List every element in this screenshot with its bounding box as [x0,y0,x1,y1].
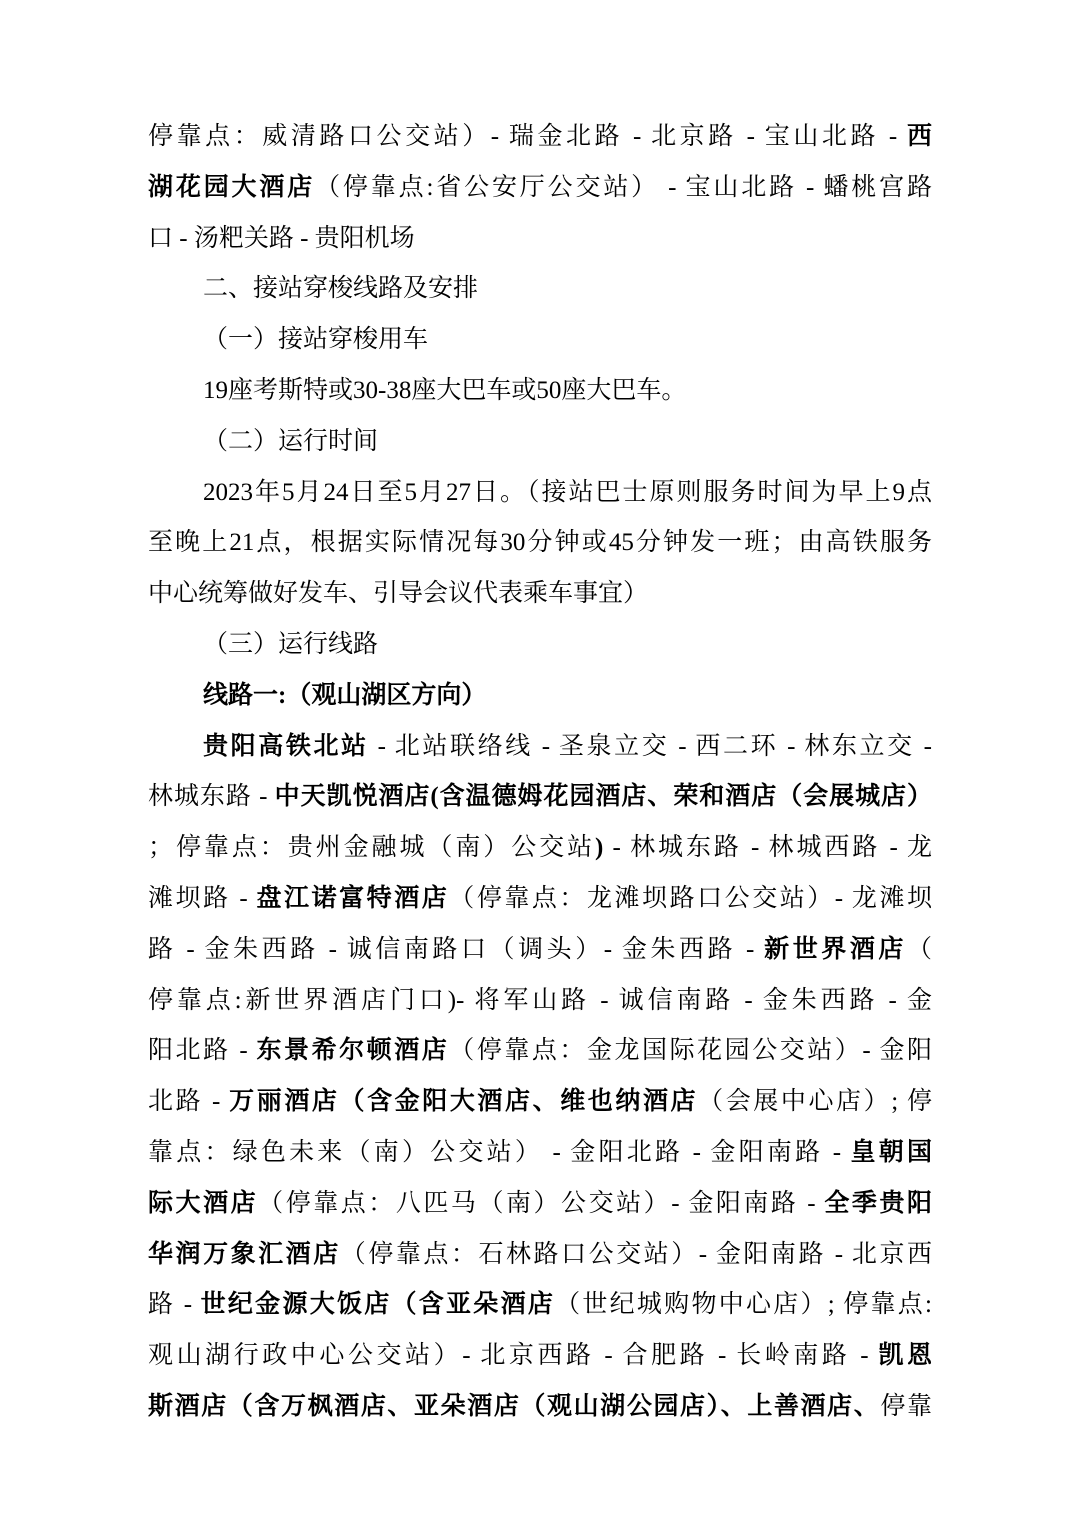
text-segment: 北路 - [148,1088,230,1116]
text-segment: （停靠点：金龙国际花园公交站）- 金阳 [449,1037,932,1065]
text-segment: （停靠点：石林路口公交站）- 金阳南路 - 北京西 [340,1240,932,1268]
text-segment: （ [906,935,932,963]
text-segment: 二、接站穿梭线路及安排 [203,275,479,303]
text-segment: 观山湖行政中心公交站）- 北京西路 - 合肥路 - 长岭南路 - [148,1342,879,1370]
text-segment: 阳北路 - [148,1037,257,1065]
bold-text-segment: 贵阳高铁北站 [203,732,369,760]
bold-text-segment: 西 [906,123,932,150]
text-segment: （三）运行线路 [203,630,379,658]
bold-text-segment: ) [595,834,604,862]
text-segment: - 林城东路 - 林城西路 - 龙 [603,834,932,862]
document-line [148,468,932,519]
bold-text-segment: 线路一:（观山湖区方向） [203,681,487,709]
document-line [148,925,932,976]
document-line [148,722,932,773]
text-segment: （会展中心店）; 停 [698,1088,932,1116]
document-line [148,112,932,163]
text-segment: （世纪城购物中心店）; 停靠点: [555,1291,932,1319]
document-line [148,1179,932,1230]
document-line [148,163,932,214]
document-line [148,772,932,823]
document-line [148,620,932,671]
document-line [148,417,932,468]
document-line [148,315,932,366]
text-segment: 停靠 [880,1392,932,1420]
document-line [148,1382,932,1433]
document-line [148,1230,932,1281]
document-line [148,264,932,315]
bold-text-segment: 华润万象汇酒店 [148,1240,341,1268]
document-line [148,518,932,569]
text-segment: 中心统筹做好发车、引导会议代表乘车事宜） [148,580,649,608]
text-segment: 停靠点:新世界酒店门口)- 将军山路 - 诚信南路 - 金朱西路 - 金 [148,986,932,1014]
document-line [148,976,932,1027]
document-line [148,1026,932,1077]
document-line [148,1280,932,1331]
text-segment: 19座考斯特或30-38座大巴车或50座大巴车。 [203,376,687,404]
document-line [148,1077,932,1128]
document-line [148,874,932,925]
text-segment: 至晚上21点，根据实际情况每30分钟或45分钟发一班；由高铁服务 [148,529,932,557]
text-segment: 林城东路 - [148,783,275,811]
text-segment: 路 - 金朱西路 - 诚信南路口（调头）- 金朱西路 - [148,935,765,963]
text-segment: （停靠点:省公安厅公交站） - 宝山北路 - 蟠桃宫路 [315,173,932,201]
text-segment: 2023年5月24日至5月27日。（接站巴士原则服务时间为早上9点 [203,478,932,506]
bold-text-segment: 中天凯悦酒店(含温德姆花园酒店、荣和酒店（会展城店） [274,783,932,811]
text-segment: （停靠点：八匹马（南）公交站）- 金阳南路 - [258,1189,825,1217]
text-segment: 滩坝路 - [148,884,257,912]
bold-text-segment: 皇朝国 [850,1138,932,1166]
document-line [148,671,932,722]
document-line [148,366,932,417]
document-line [148,823,932,874]
document-line [148,1331,932,1382]
bold-text-segment: 斯酒店（含万枫酒店、亚朵酒店（观山湖公园店）、上善酒店、 [148,1392,881,1420]
text-segment: （二）运行时间 [203,427,379,455]
bold-text-segment: 全季贵阳 [824,1189,932,1217]
bold-text-segment: 新世界酒店 [764,935,907,963]
bold-text-segment: 万丽酒店（含金阳大酒店、维也纳酒店 [229,1088,699,1116]
document-line [148,1128,932,1179]
document-line [148,569,932,620]
text-segment: - 北站联络线 - 圣泉立交 - 西二环 - 林东立交 - [368,732,932,760]
text-segment: ；停靠点：贵州金融城（南）公交站 [148,834,596,862]
document-line [148,214,932,265]
bold-text-segment: 际大酒店 [148,1189,259,1217]
text-segment: （停靠点：龙滩坝路口公交站）- 龙滩坝 [449,884,932,912]
bold-text-segment: 世纪金源大饭店（含亚朵酒店 [200,1291,556,1319]
text-segment: 路 - [148,1291,201,1319]
bold-text-segment: 湖花园大酒店 [148,173,316,201]
text-segment: 停靠点：威清路口公交站）- 瑞金北路 - 北京路 - 宝山北路 - [148,123,907,150]
bold-text-segment: 盘江诺富特酒店 [256,884,450,912]
bold-text-segment: 东景希尔顿酒店 [256,1037,450,1065]
text-segment: 口 - 汤粑关路 - 贵阳机场 [148,224,415,252]
text-segment: 靠点：绿色未来（南）公交站） - 金阳北路 - 金阳南路 - [148,1138,851,1166]
text-segment: （一）接站穿梭用车 [203,326,429,354]
text-block [148,112,932,1433]
bold-text-segment: 凯恩 [878,1342,932,1370]
